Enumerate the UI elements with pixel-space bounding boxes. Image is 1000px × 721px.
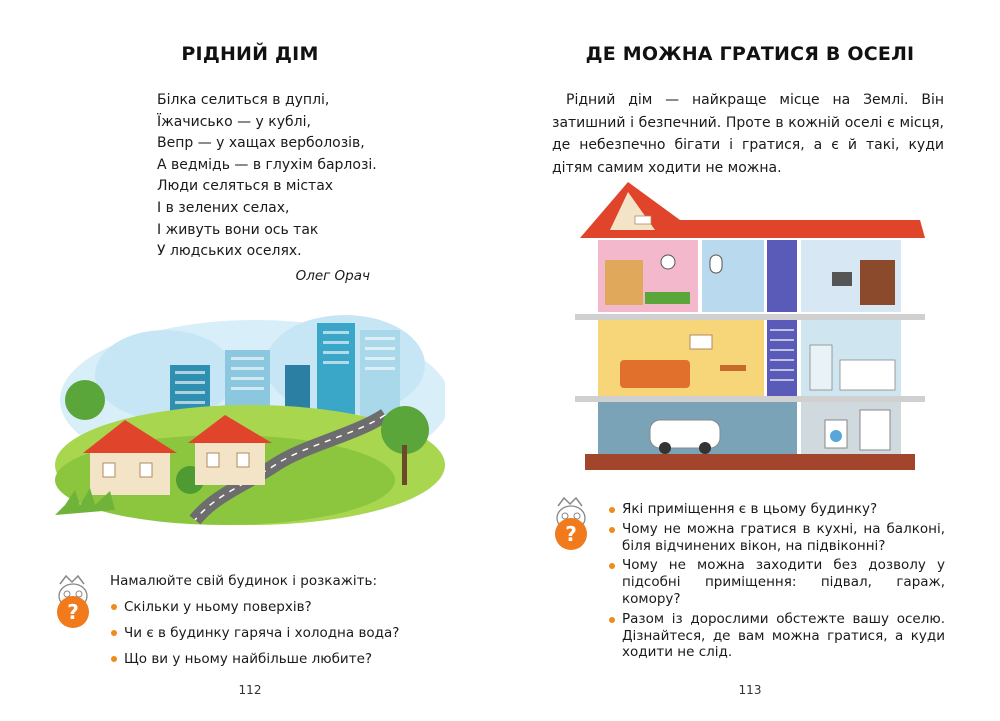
city-village-illustration xyxy=(55,305,445,525)
page-number: 113 xyxy=(738,683,762,697)
questions-prompt: Намалюйте свій будинок і розкажіть: xyxy=(110,573,378,589)
poem xyxy=(157,90,417,263)
poem-line: Їжачисько — у кублі, xyxy=(157,113,311,130)
poem-line: І живуть вони ось так xyxy=(157,221,319,238)
question-item: Разом із дорослими обстежте вашу оселю. Дізнайтеся, де вам можна гратися, а куди ходити не слід. xyxy=(608,611,945,661)
questions-list xyxy=(608,501,945,661)
page-number: 112 xyxy=(238,683,262,697)
question-item: Чому не можна гратися в кухні, на балконі, біля відчинених вікон, на підвіконні? xyxy=(608,521,945,555)
owl-question-icon xyxy=(550,494,592,554)
house-cross-section-illustration xyxy=(570,180,930,478)
right-page xyxy=(500,0,1000,721)
questions-block xyxy=(110,572,440,676)
question-item: Чому не можна заходити без дозволу у підсобні приміщення: підвал, гараж, комору? xyxy=(608,557,945,607)
questions-list xyxy=(110,598,440,668)
poem-line: І в зелених селах, xyxy=(157,199,290,216)
question-item: Що ви у ньому найбільше любите? xyxy=(110,650,440,668)
poem-line: У людських оселях. xyxy=(157,243,302,260)
svg-text:?: ? xyxy=(67,600,79,624)
page-title: РІДНИЙ ДІМ xyxy=(181,43,319,65)
owl-question-icon xyxy=(52,572,94,632)
poem-author: Олег Орач xyxy=(295,268,370,284)
poem-line: Люди селяться в містах xyxy=(157,178,334,195)
question-item: Чи є в будинку гаряча і холодна вода? xyxy=(110,624,440,642)
poem-line: Білка селиться в дуплі, xyxy=(157,92,330,108)
svg-text:?: ? xyxy=(565,522,577,546)
question-item: Які приміщення є в цьому будинку? xyxy=(608,501,945,518)
questions-block xyxy=(608,501,945,664)
poem-line: А ведмідь — в глухім барлозі. xyxy=(157,156,377,173)
intro-paragraph: Рідний дім — найкраще місце на Землі. Він затишний і безпечний. Проте в кожній оселі є місця, де небезпечно бігати і гратися, а є й такі, куди дітям самим ходити не можна. xyxy=(552,92,944,176)
question-item: Скільки у ньому поверхів? xyxy=(110,598,440,616)
poem-line: Вепр — у хащах верболозів, xyxy=(157,135,365,152)
page-title: ДЕ МОЖНА ГРАТИСЯ В ОСЕЛІ xyxy=(585,43,915,65)
